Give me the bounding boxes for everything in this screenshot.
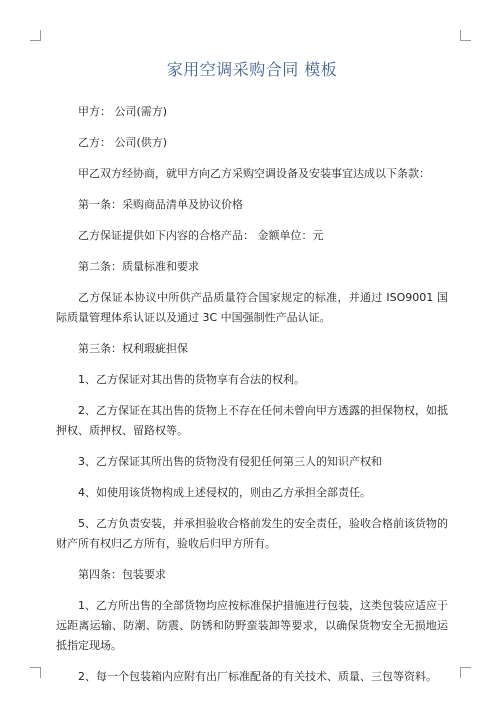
article-1-text: 乙方保证提供如下内容的合格产品： 金额单位：元	[78, 229, 324, 242]
article-4-item-2: 2、每一个包装箱内应附有出厂标准配备的有关技术、质量、三包等资料。	[78, 670, 437, 683]
article-2-heading: 第二条：质量标准和要求	[78, 260, 199, 273]
crop-mark-bottom-right	[460, 667, 471, 678]
preamble: 甲乙双方经协商，就甲方向乙方采购空调设备及安装事宜达成以下条款：	[78, 167, 430, 180]
article-2-text: 乙方保证本协议中所供产品质量符合国家规定的标准，并通过 ISO9001 国际质量管理体系认证以及通过 3C 中国强制性产品认证。	[56, 291, 448, 324]
article-3-item-4: 4、如使用该货物构成上述侵权的，则由乙方承担全部责任。	[78, 486, 371, 499]
article-4-heading: 第四条：包装要求	[78, 568, 166, 581]
article-3-item-1: 1、乙方保证对其出售的货物享有合法的权利。	[78, 373, 305, 386]
article-3-item-5: 5、乙方负责安装，并承担验收合格前发生的安全责任，验收合格前该货物的财产所有权归乙方所有，验收后归甲方所有。	[56, 517, 448, 550]
article-3-item-3: 3、乙方保证其所出售的货物没有侵犯任何第三人的知识产权和	[78, 455, 382, 468]
party-a-line: 甲方： 公司(需方)	[78, 105, 168, 118]
article-3-item-2: 2、乙方保证在其出售的货物上不存在任何未曾向甲方透露的担保物权，如抵押权、质押权、留路权等。	[56, 404, 448, 437]
crop-mark-bottom-left	[30, 667, 41, 678]
party-b-line: 乙方： 公司(供方)	[78, 136, 168, 149]
article-1-heading: 第一条：采购商品清单及协议价格	[78, 198, 243, 211]
article-4-item-1: 1、乙方所出售的全部货物均应按标准保护措施进行包装，这类包装应适应于远距离运输、防潮、防震、防锈和防野蛮装卸等要求，以确保货物安全无损地运抵指定现场。	[56, 599, 448, 652]
crop-mark-top-left	[30, 30, 41, 41]
document-body	[56, 60, 448, 698]
article-3-heading: 第三条：权利瑕疵担保	[78, 342, 188, 355]
document-title: 家用空调采购合同 模板	[166, 60, 338, 79]
crop-mark-top-right	[460, 30, 471, 41]
